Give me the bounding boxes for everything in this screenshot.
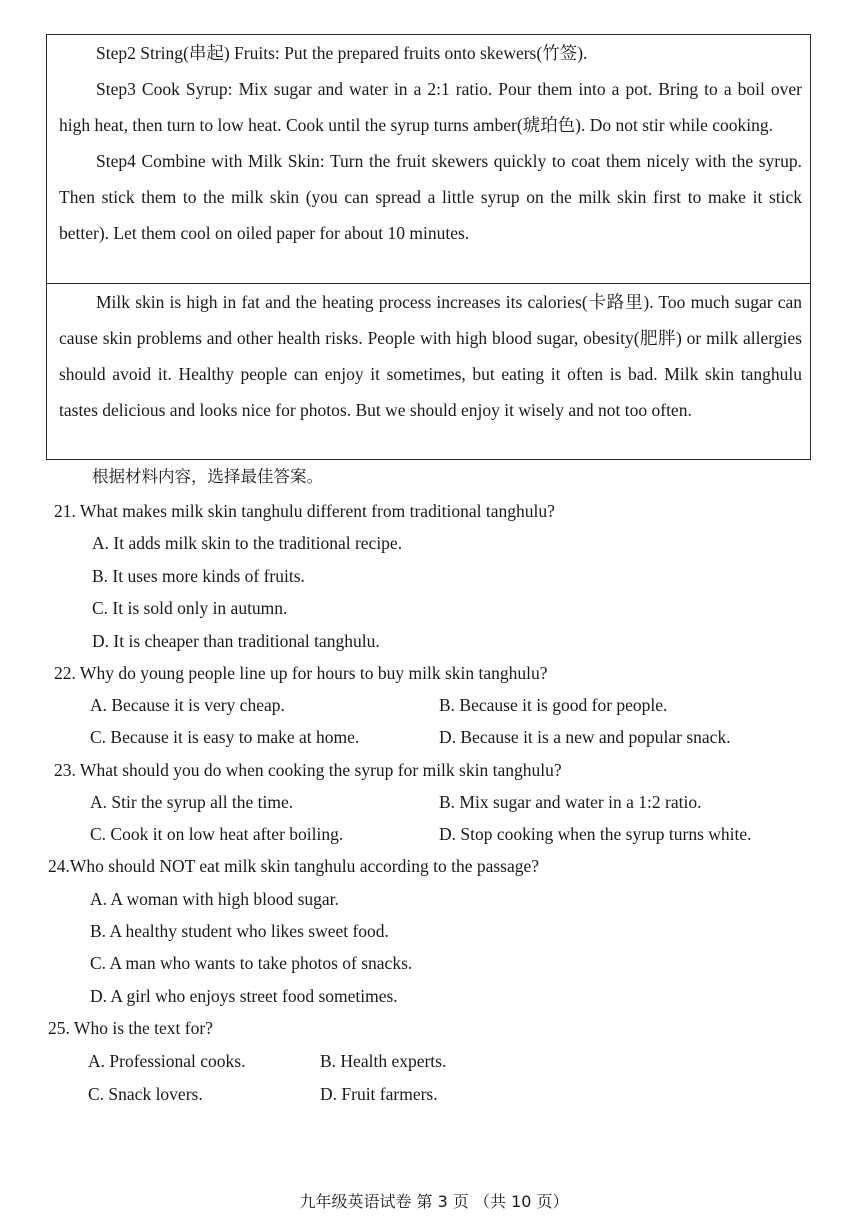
question-23-option-d[interactable]: D. Stop cooking when the syrup turns white.	[439, 824, 752, 844]
question-23-option-a[interactable]: A. Stir the syrup all the time.	[90, 792, 294, 812]
question-21-option-b[interactable]: B. It uses more kinds of fruits.	[92, 566, 305, 586]
question-21-option-a[interactable]: A. It adds milk skin to the traditional recipe.	[92, 533, 403, 553]
passage-health-box	[46, 283, 811, 460]
page-footer: 九年级英语试卷 第 3 页 （共 10 页）	[299, 1192, 569, 1211]
question-25-stem: 25. Who is the text for?	[48, 1018, 213, 1038]
question-23-stem: 23. What should you do when cooking the syrup for milk skin tanghulu?	[54, 760, 562, 780]
question-24-option-a[interactable]: A. A woman with high blood sugar.	[90, 889, 339, 909]
question-21-option-d[interactable]: D. It is cheaper than traditional tanghulu.	[92, 631, 380, 651]
health-paragraph: Milk skin is high in fat and the heating process increases its calories(卡路里). Too much sugar can cause skin problems and other health risks. People with high blood sugar, obesity(肥胖) or milk allergies should avoid it. Healthy people can enjoy it sometimes, but eating it often is bad. Milk skin tanghulu tastes delicious and looks nice for photos. But we should enjoy it wisely and not too often.	[59, 292, 802, 420]
question-22-option-c[interactable]: C. Because it is easy to make at home.	[90, 727, 360, 747]
question-25-option-a[interactable]: A. Professional cooks.	[88, 1051, 246, 1071]
question-21-stem: 21. What makes milk skin tanghulu different from traditional tanghulu?	[54, 501, 555, 521]
question-24-option-c[interactable]: C. A man who wants to take photos of snacks.	[90, 953, 413, 973]
question-24-stem: 24.Who should NOT eat milk skin tanghulu according to the passage?	[48, 856, 540, 876]
question-22-option-a[interactable]: A. Because it is very cheap.	[90, 695, 285, 715]
question-22-option-b[interactable]: B. Because it is good for people.	[439, 695, 668, 715]
question-24-option-b[interactable]: B. A healthy student who likes sweet food.	[90, 921, 389, 941]
step3-paragraph: Step3 Cook Syrup: Mix sugar and water in a 2:1 ratio. Pour them into a pot. Bring to a boil over high heat, then turn to low heat. Cook until the syrup turns amber(琥珀色). Do not stir while cooking.	[59, 79, 802, 135]
question-25-option-d[interactable]: D. Fruit farmers.	[320, 1084, 438, 1104]
question-23-option-c[interactable]: C. Cook it on low heat after boiling.	[90, 824, 344, 844]
question-22-stem: 22. Why do young people line up for hours to buy milk skin tanghulu?	[54, 663, 548, 683]
question-24-option-d[interactable]: D. A girl who enjoys street food sometimes.	[90, 986, 398, 1006]
instruction-text: 根据材料内容，选择最佳答案。	[92, 467, 323, 486]
question-23-option-b[interactable]: B. Mix sugar and water in a 1:2 ratio.	[439, 792, 702, 812]
step2-paragraph: Step2 String(串起) Fruits: Put the prepared fruits onto skewers(竹签).	[96, 43, 588, 63]
question-25-option-b[interactable]: B. Health experts.	[320, 1051, 447, 1071]
question-22-option-d[interactable]: D. Because it is a new and popular snack.	[439, 727, 731, 747]
passage-steps-box	[46, 34, 811, 283]
question-21-option-c[interactable]: C. It is sold only in autumn.	[92, 598, 288, 618]
step4-paragraph: Step4 Combine with Milk Skin: Turn the fruit skewers quickly to coat them nicely with the syrup. Then stick them to the milk skin (you can spread a little syrup on the milk skin first to make it stick better). Let them cool on oiled paper for about 10 minutes.	[59, 151, 802, 243]
question-25-option-c[interactable]: C. Snack lovers.	[88, 1084, 203, 1104]
